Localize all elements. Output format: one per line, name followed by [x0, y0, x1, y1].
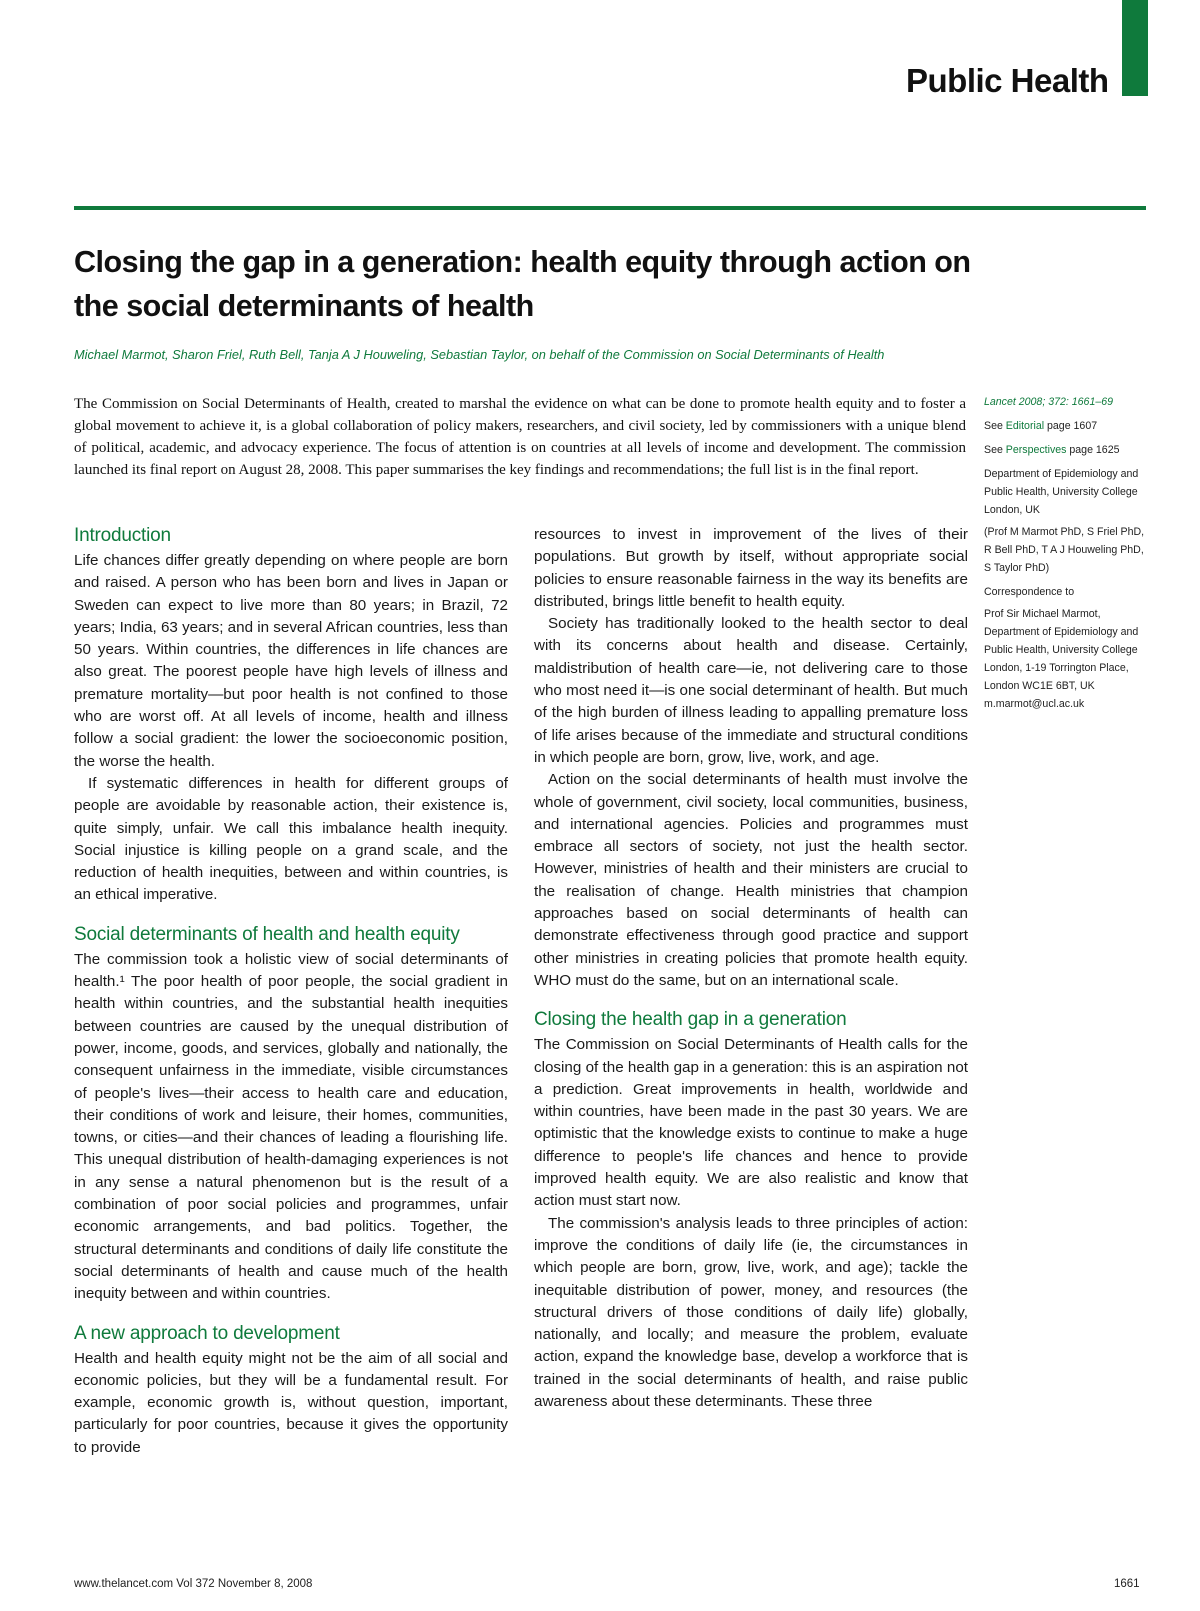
see-perspectives — [984, 441, 1152, 459]
paragraph: Life chances differ greatly depending on where people are born and raised. A person who has been born and lives in Japan or Sweden can expect to live more than 80 years; in Brazil, 72 years; India, 63 years; and in several African countries, less than 50 years. Within countries, the differences in life chances are also great. The poorest people have high levels of illness and premature mortality—but poor health is not confined to those who are worst off. At all levels of income, health and illness follow a social gradient: the lower the socioeconomic position, the worse the health. — [74, 552, 508, 770]
section-label: Public Health — [906, 62, 1109, 99]
correspondence-email[interactable]: m.marmot@ucl.ac.uk — [984, 698, 1085, 710]
paragraph: The commission took a holistic view of social determinants of health.¹ The poor health of poor people, the social gradient in health within countries, and the substantial health inequities between countries are caused by the unequal distribution of power, income, goods, and services, globally and nationally, the consequent unfairness in the immediate, visible circumstances of people's lives—their access to health care and education, their conditions of work and leisure, their homes, communities, towns, or cities—and their chances of leading a flourishing life. This unequal distribution of health-damaging experiences is not in any sense a natural phenomenon but is the result of a combination of poor social policies and programmes, unfair economic arrangements, and bad politics. Together, the structural determinants and conditions of daily life constitute the social determinants of health and cause much of the health inequity between and within countries. — [74, 950, 508, 1303]
page-number: 1661 — [1114, 1578, 1140, 1590]
affiliation-people: (Prof M Marmot PhD, S Friel PhD, R Bell PhD, T A J Houweling PhD, S Taylor PhD) — [984, 526, 1145, 574]
margin-notes — [984, 393, 1152, 713]
header-rule — [74, 206, 1146, 210]
perspectives-link[interactable]: Perspectives — [1005, 444, 1067, 456]
paragraph: Health and health equity might not be the aim of all social and economic policies, but they will be a fundamental result. For example, economic growth is, without question, important, particularly for poor countries, because it gives the opportunity to provide — [74, 1349, 508, 1456]
see-label: See — [984, 420, 1006, 432]
footer-journal-info: www.thelancet.com Vol 372 November 8, 2008 — [74, 1578, 313, 1590]
author-list: Michael Marmot, Sharon Friel, Ruth Bell, Tanja A J Houweling, Sebastian Taylor, on behalf of the Commission on Social Determinants of Health — [74, 347, 885, 362]
heading-social-determinants: Social determinants of health and health equity — [74, 923, 460, 945]
see-editorial — [984, 417, 1152, 435]
perspectives-page: page 1625 — [1066, 444, 1120, 456]
correspondence-label: Correspondence to — [984, 586, 1075, 598]
body-column-right — [534, 524, 968, 1413]
heading-introduction: Introduction — [74, 525, 171, 546]
section-color-tab — [1122, 0, 1148, 96]
article-title: Closing the gap in a generation: health equity through action on the social determinants of health — [74, 245, 971, 323]
affiliation: Department of Epidemiology and Public Health, University College London, UK — [984, 468, 1139, 516]
editorial-page: page 1607 — [1044, 420, 1098, 432]
see-label: See — [984, 444, 1006, 456]
paragraph: If systematic differences in health for different groups of people are avoidable by reasonable action, their existence is, quite simply, unfair. We call this imbalance health inequity. Social injustice is killing people on a grand scale, and the reduction of health inequities, between and within countries, is an ethical imperative. — [74, 774, 508, 904]
body-column-left — [74, 522, 508, 1459]
abstract: The Commission on Social Determinants of Health, created to marshal the evidence on what can be done to promote health equity and to foster a global movement to achieve it, is a global collaboration of policy makers, researchers, and civil society, led by commissioners with a unique blend of political, academic, and advocacy experience. The focus of attention is on countries at all levels of income and development. The commission launched its final report on August 28, 2008. This paper summarises the key findings and recommendations; the full list is in the final report. — [74, 396, 966, 478]
paragraph: The Commission on Social Determinants of Health calls for the closing of the health gap in a generation: this is an aspiration not a prediction. Great improvements in health, worldwide and within countries, have been made in the past 30 years. We are optimistic that the knowledge exists to continue to make a huge difference to people's life chances and hence to provide improved health equity. We are also realistic and know that action must start now. — [534, 1036, 968, 1210]
heading-new-approach: A new approach to development — [74, 1322, 340, 1344]
paragraph: The commission's analysis leads to three principles of action: improve the conditions of daily life (ie, the circumstances in which people are born, grow, live, work, and age); tackle the inequitable distribution of power, money, and resources (the structural drivers of those conditions of daily life) globally, nationally, and locally; and measure the problem, evaluate action, expand the knowledge base, develop a workforce that is trained in the social determinants of health, and raise public awareness about these determinants. These three — [534, 1214, 968, 1410]
editorial-link[interactable]: Editorial — [1005, 420, 1045, 432]
citation: Lancet 2008; 372: 1661–69 — [984, 396, 1114, 408]
paragraph: resources to invest in improvement of the lives of their populations. But growth by itself, without appropriate social policies to ensure reasonable fairness in the way its benefits are distributed, brings little benefit to health equity. — [534, 526, 968, 610]
correspondence-address: Prof Sir Michael Marmot, Department of Epidemiology and Public Health, University College London, 1-19 Torrington Place, London WC1E 6BT, UK — [984, 608, 1139, 692]
heading-closing-gap: Closing the health gap in a generation — [534, 1009, 847, 1031]
paragraph: Action on the social determinants of health must involve the whole of government, civil society, local communities, business, and international agencies. Policies and programmes must embrace all sectors of society, not just the health sector. However, ministries of health and their ministers are crucial to the realisation of change. Health ministries that champion approaches based on social determinants of health can demonstrate effectiveness through good practice and support other ministries in creating policies that promote health equity. WHO must do the same, but on an international scale. — [534, 771, 968, 989]
paragraph: Society has traditionally looked to the health sector to deal with its concerns about health and disease. Certainly, maldistribution of health care—ie, not delivering care to those who most need it—is one social determinant of health. But much of the high burden of illness leading to appalling premature loss of life arises because of the immediate and structural conditions in which people are born, grow, live, work, and age. — [534, 615, 968, 766]
